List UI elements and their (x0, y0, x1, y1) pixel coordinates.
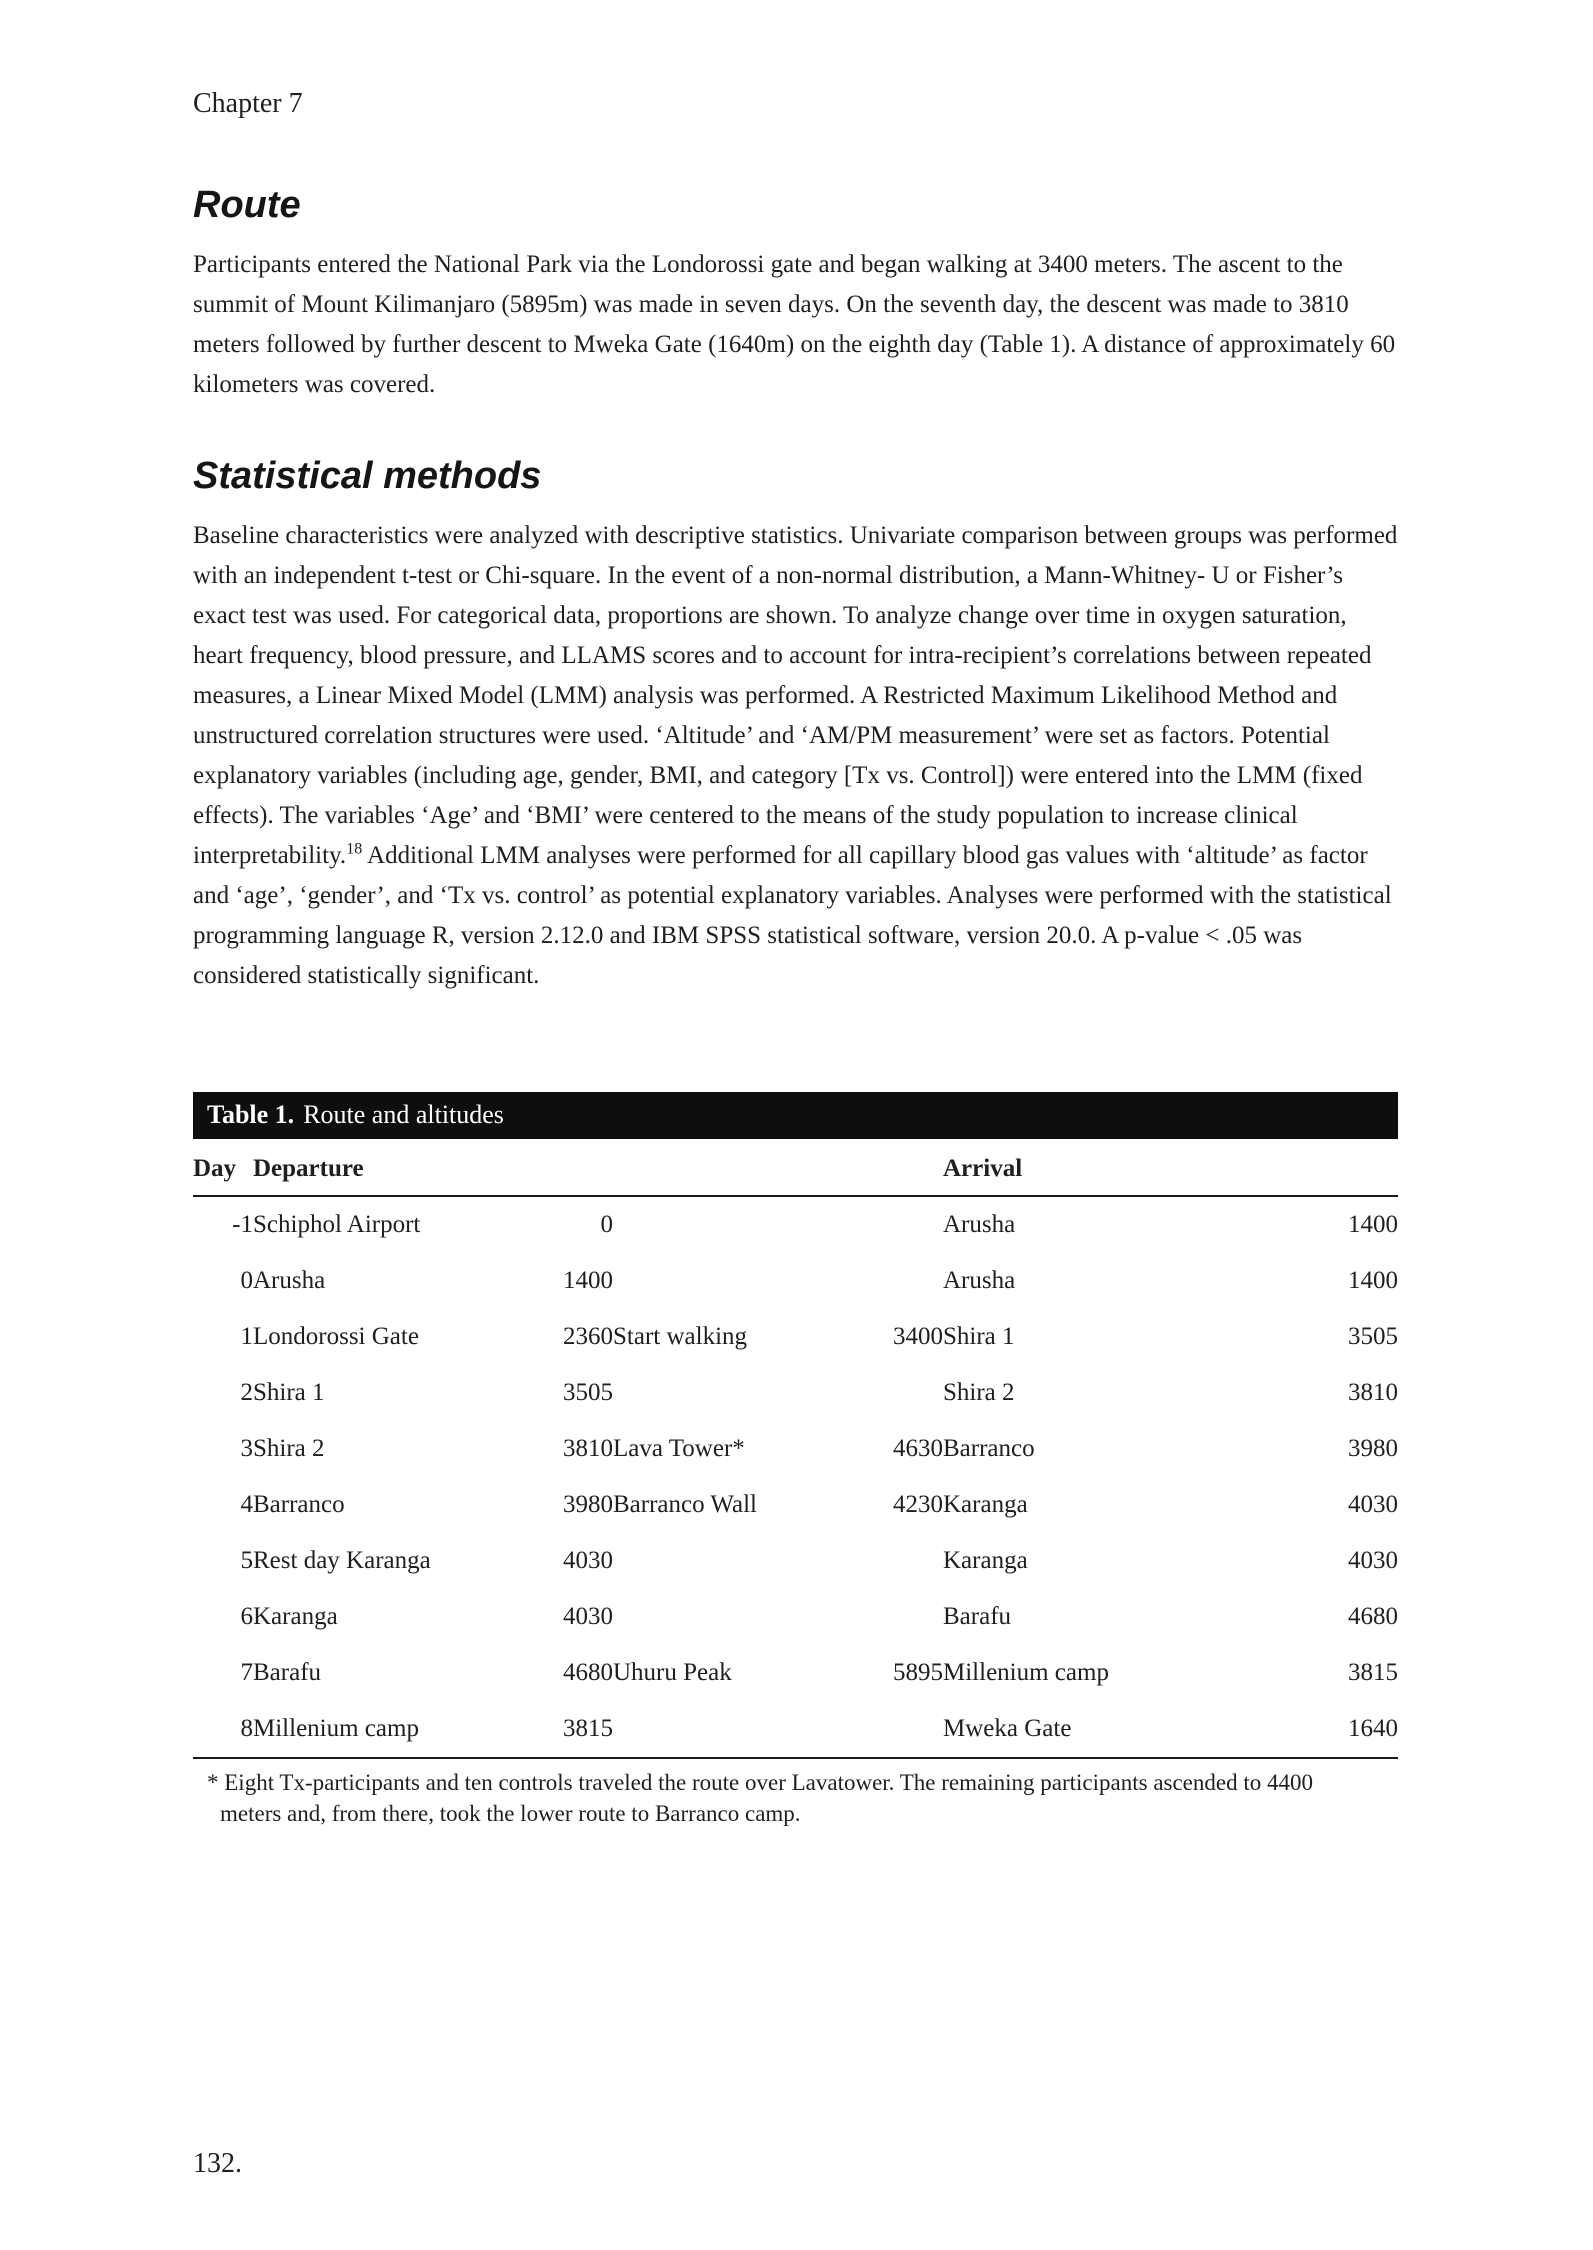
table-row (193, 1196, 1398, 1253)
arrival-altitude: 3810 (1348, 1379, 1398, 1406)
via: Uhuru Peak (613, 1659, 732, 1686)
departure: Millenium camp (253, 1715, 419, 1742)
via (613, 1365, 853, 1421)
via (613, 1253, 853, 1309)
table-row (193, 1645, 1398, 1701)
departure-altitude: 3980 (563, 1491, 613, 1518)
arrival-altitude: 1400 (1348, 1267, 1398, 1294)
via-altitude (853, 1701, 943, 1758)
paragraph-text-before-citation: Baseline characteristics were analyzed with descriptive statistics. Univariate comparison between groups was performed with an independent t-test or Chi-square. In the event of a non-normal distribution, a Mann-Whitney- U or Fisher’s exact test was used. For categorical data, proportions are shown. To analyze change over time in oxygen saturation, heart frequency, blood pressure, and LLAMS scores and to account for intra-recipient’s correlations between repeated measures, a Linear Mixed Model (LMM) analysis was performed. A Restricted Maximum Likelihood Method and unstructured correlation structures were used. ‘Altitude’ and ‘AM/PM measurement’ were set as factors. Potential explanatory variables (including age, gender, BMI, and category [Tx vs. Control]) were entered into the LMM (fixed effects). The variables ‘Age’ and ‘BMI’ were centered to the means of the study population to increase clinical interpretability. (193, 522, 1398, 869)
page-number: 132. (193, 2148, 242, 2179)
arrival-altitude: 1400 (1348, 1211, 1398, 1238)
day: 3 (240, 1435, 253, 1462)
table-title-bar (193, 1092, 1398, 1139)
table-row (193, 1589, 1398, 1645)
table-row (193, 1365, 1398, 1421)
section-heading-route: Route (193, 184, 301, 226)
via-altitude: 4230 (893, 1491, 943, 1518)
paragraph-route: Participants entered the National Park via the Londorossi gate and began walking at 3400 meters. The ascent to the summit of Mount Kilimanjaro (5895m) was made in seven days. On the seventh day, the descent was made to 3810 meters followed by further descent to Mweka Gate (1640m) on the eighth day (Table 1). A distance of approximately 60 kilometers was covered. (193, 251, 1396, 398)
departure: Shira 2 (253, 1435, 325, 1462)
day: 7 (240, 1659, 253, 1686)
via (613, 1701, 853, 1758)
via-altitude (853, 1589, 943, 1645)
table-row (193, 1309, 1398, 1365)
arrival: Karanga (943, 1547, 1028, 1574)
table-row (193, 1701, 1398, 1758)
departure-altitude: 3815 (563, 1715, 613, 1742)
table-row (193, 1477, 1398, 1533)
arrival-altitude: 3505 (1348, 1323, 1398, 1350)
route-altitudes-table (193, 1139, 1398, 1759)
departure: Londorossi Gate (253, 1323, 419, 1350)
arrival-altitude: 4030 (1348, 1547, 1398, 1574)
arrival-altitude: 3980 (1348, 1435, 1398, 1462)
column-header-departure: Departure (253, 1139, 943, 1196)
departure: Karanga (253, 1603, 338, 1630)
day: 5 (240, 1547, 253, 1574)
arrival-altitude: 3815 (1348, 1659, 1398, 1686)
paragraph-statistical-methods (193, 516, 1398, 996)
departure: Barranco (253, 1491, 345, 1518)
arrival: Shira 2 (943, 1379, 1015, 1406)
departure-altitude: 0 (600, 1211, 613, 1238)
arrival: Barranco (943, 1435, 1035, 1462)
paragraph-text-after-citation: Additional LMM analyses were performed for all capillary blood gas values with ‘altitude’ as factor and ‘age’, ‘gender’, and ‘Tx vs. control’ as potential explanatory variables. Analyses were performed with the statistical programming language R, version 2.12.0 and IBM SPSS statistical software, version 20.0. A p-value < .05 was considered statistically significant. (193, 842, 1392, 989)
via: Start walking (613, 1323, 748, 1350)
arrival: Arusha (943, 1267, 1016, 1294)
table-header-row (193, 1139, 1398, 1196)
via-altitude: 4630 (893, 1435, 943, 1462)
via-altitude (853, 1365, 943, 1421)
day: 1 (240, 1323, 253, 1350)
departure: Barafu (253, 1659, 322, 1686)
arrival: Mweka Gate (943, 1715, 1072, 1742)
table-number-label: Table 1. (207, 1100, 295, 1129)
table-block (193, 1092, 1398, 1829)
table-row (193, 1421, 1398, 1477)
via-altitude (853, 1253, 943, 1309)
via: Lava Tower* (613, 1435, 745, 1462)
arrival-altitude: 1640 (1348, 1715, 1398, 1742)
table-footnote: * Eight Tx-participants and ten controls traveled the route over Lavatower. The remaining participants ascended to 4400 meters and, from there, took the lower route to Barranco camp. (207, 1770, 1313, 1826)
departure: Shira 1 (253, 1379, 325, 1406)
via: Barranco Wall (613, 1491, 757, 1518)
departure: Rest day Karanga (253, 1547, 431, 1574)
arrival: Arusha (943, 1211, 1016, 1238)
chapter-label: Chapter 7 (193, 88, 303, 119)
departure-altitude: 2360 (563, 1323, 613, 1350)
departure-altitude: 4030 (563, 1603, 613, 1630)
column-header-arrival: Arrival (943, 1139, 1398, 1196)
day: 4 (240, 1491, 253, 1518)
departure-altitude: 4030 (563, 1547, 613, 1574)
departure: Schiphol Airport (253, 1211, 421, 1238)
departure: Arusha (253, 1267, 326, 1294)
day: 0 (240, 1267, 253, 1294)
day: 8 (240, 1715, 253, 1742)
departure-altitude: 3505 (563, 1379, 613, 1406)
departure-altitude: 4680 (563, 1659, 613, 1686)
table-caption: Route and altitudes (303, 1100, 504, 1129)
arrival: Karanga (943, 1491, 1028, 1518)
via-altitude: 5895 (893, 1659, 943, 1686)
column-header-day: Day (193, 1139, 253, 1196)
arrival: Shira 1 (943, 1323, 1015, 1350)
day: 6 (240, 1603, 253, 1630)
via-altitude (853, 1533, 943, 1589)
departure-altitude: 1400 (563, 1267, 613, 1294)
via (613, 1196, 853, 1253)
arrival: Barafu (943, 1603, 1012, 1630)
arrival-altitude: 4030 (1348, 1491, 1398, 1518)
arrival: Millenium camp (943, 1659, 1109, 1686)
citation-superscript: 18 (346, 840, 363, 858)
table-row (193, 1533, 1398, 1589)
via-altitude (853, 1196, 943, 1253)
table-row (193, 1253, 1398, 1309)
day: 2 (240, 1379, 253, 1406)
day: -1 (232, 1211, 253, 1238)
section-heading-statistical-methods: Statistical methods (193, 455, 542, 497)
departure-altitude: 3810 (563, 1435, 613, 1462)
via-altitude: 3400 (893, 1323, 943, 1350)
via (613, 1533, 853, 1589)
arrival-altitude: 4680 (1348, 1603, 1398, 1630)
via (613, 1589, 853, 1645)
